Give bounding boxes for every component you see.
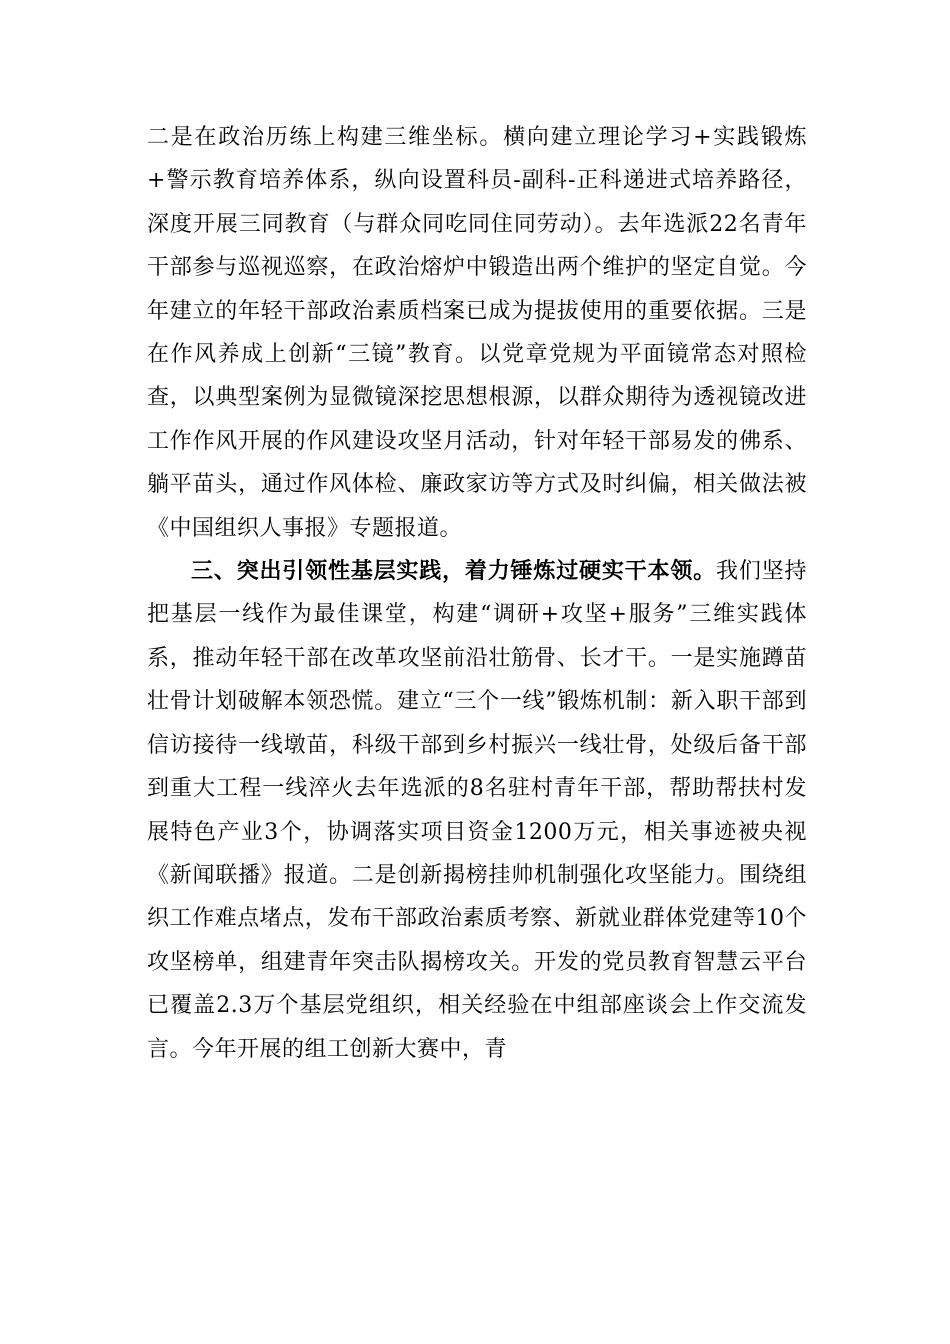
paragraph-political-training: 二是在政治历练上构建三维坐标。横向建立理论学习+实践锻炼+警示教育培养体系，纵向设置科员-副科-正科递进式培养路径，深度开展三同教育（与群众同吃同住同劳动）。去年选派22名青年干部参与巡视巡察，在政治熔炉中锻造出两个维护的坚定自觉。今年建立的年轻干部政治素质档案已成为提拔使用的重要依据。三是在作风养成上创新“三镜”教育。以党章党规为平面镜常态对照检查，以典型案例为显微镜深挖思想根源，以群众期待为透视镜改进工作作风开展的作风建设攻坚月活动，针对年轻干部易发的佛系、躺平苗头，通过作风体检、廉政家访等方式及时纠偏，相关做法被《中国组织人事报》专题报道。 xyxy=(147,125,807,541)
section-3-heading: 三、突出引领性基层实践，着力锤炼过硬实干本领。 xyxy=(191,559,716,585)
section-3-body: 我们坚持把基层一线作为最佳课堂，构建“调研+攻坚+服务”三维实践体系，推动年轻干部在改革攻坚前沿壮筋骨、长才干。一是实施蹲苗壮骨计划破解本领恐慌。建立“三个一线”锻炼机制：新入职干部到信访接待一线墩苗，科级干部到乡村振兴一线壮骨，处级后备干部到重大工程一线淬火去年选派的8名驻村青年干部，帮助帮扶村发展特色产业3个，协调落实项目资金1200万元，相关事迹被央视《新闻联播》报道。二是创新揭榜挂帅机制强化攻坚能力。围绕组织工作难点堵点，发布干部政治素质考察、新就业群体党建等10个攻坚榜单，组建青年突击队揭榜攻关。开发的党员教育智慧云平台已覆盖2.3万个基层党组织，相关经验在中组部座谈会上作交流发言。今年开展的组工创新大赛中，青 xyxy=(147,559,807,1062)
document-body xyxy=(147,116,807,1071)
paragraph-section-3 xyxy=(147,550,807,1071)
